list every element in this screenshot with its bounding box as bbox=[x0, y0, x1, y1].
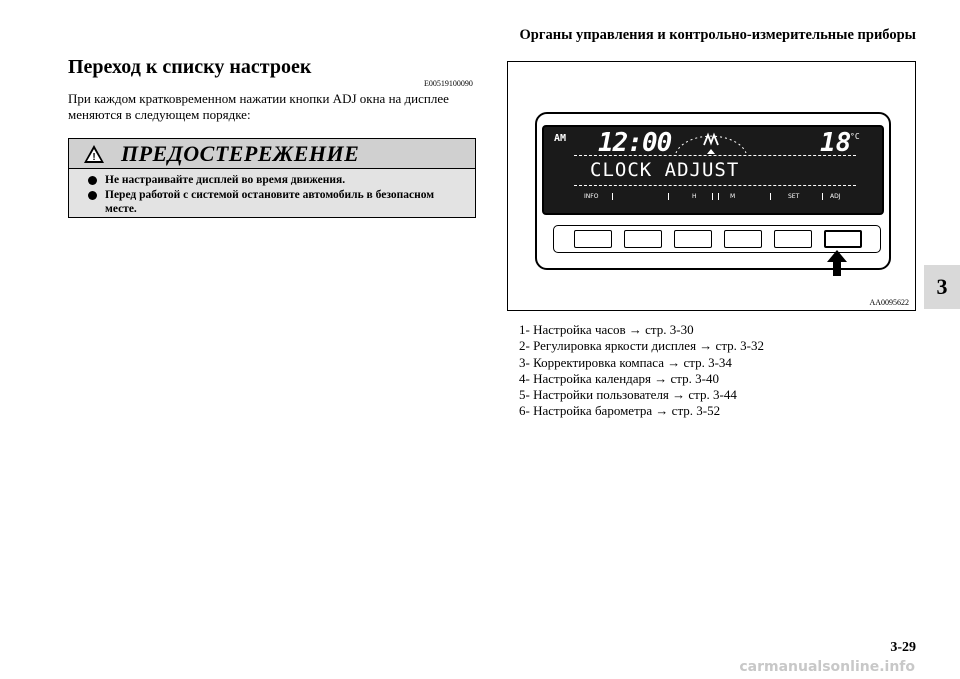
lcd-tick bbox=[718, 193, 719, 200]
lcd-button-labels bbox=[584, 193, 854, 205]
lcd-divider bbox=[574, 155, 856, 156]
lcd-am: AM bbox=[554, 133, 567, 144]
lcd-label-h: H bbox=[692, 193, 697, 200]
warning-list bbox=[87, 173, 467, 217]
figure-code: AA0095622 bbox=[869, 298, 909, 307]
compass-icon bbox=[668, 129, 754, 155]
legend-item: 1- Настройка часов → стр. 3-30 bbox=[519, 322, 694, 337]
warning-item: Перед работой с системой остановите автомобиль в безопасном месте. bbox=[87, 188, 467, 217]
section-title: Переход к списку настроек bbox=[68, 56, 312, 78]
lcd-tick bbox=[770, 193, 771, 200]
legend-list bbox=[519, 322, 764, 420]
legend-item: 4- Настройка календаря → стр. 3-40 bbox=[519, 370, 719, 386]
display-figure bbox=[507, 61, 916, 311]
legend-item: 6- Настройка барометра → стр. 3-52 bbox=[519, 403, 721, 419]
lcd-label-adj: ADJ bbox=[830, 193, 841, 200]
lcd-label-info: INFO bbox=[584, 193, 599, 200]
warning-item: Не настраивайте дисплей во время движения. bbox=[87, 173, 467, 188]
warning-title: ПРЕДОСТЕРЕЖЕНИЕ bbox=[121, 141, 360, 166]
warning-triangle-icon bbox=[83, 144, 105, 164]
lcd-degree-unit: °C bbox=[850, 132, 860, 141]
watermark: carmanualsonline.info bbox=[739, 659, 915, 675]
display-button-5[interactable] bbox=[774, 230, 812, 248]
lcd-main-text: CLOCK ADJUST bbox=[590, 159, 740, 181]
display-button-3[interactable] bbox=[674, 230, 712, 248]
legend-item: 2- Регулировка яркости дисплея → стр. 3-32 bbox=[519, 338, 764, 354]
lcd-tick bbox=[612, 193, 613, 200]
section-body: При каждом кратковременном нажатии кнопки ADJ окна на дисплее меняются в следующем порядке: bbox=[68, 91, 449, 122]
lcd-label-m: M bbox=[730, 193, 736, 200]
display-button-1[interactable] bbox=[574, 230, 612, 248]
warning-triangle-mark: ! bbox=[92, 152, 96, 163]
display-button-4[interactable] bbox=[724, 230, 762, 248]
lcd-tick bbox=[712, 193, 713, 200]
lcd-divider bbox=[574, 185, 856, 186]
lcd-tick bbox=[668, 193, 669, 200]
chapter-tab: 3 bbox=[924, 265, 960, 309]
page-number: 3-29 bbox=[890, 640, 916, 655]
lcd-label-set: SET bbox=[788, 193, 800, 200]
display-button-2[interactable] bbox=[624, 230, 662, 248]
lcd-screen bbox=[542, 125, 884, 215]
up-arrow-icon bbox=[826, 249, 848, 277]
adj-button[interactable] bbox=[824, 230, 862, 248]
page-header-title: Органы управления и контрольно-измерительные приборы bbox=[519, 27, 916, 43]
warning-header bbox=[69, 139, 475, 169]
section-code: E00519100090 bbox=[424, 79, 473, 88]
lcd-time: 12:00 bbox=[598, 128, 672, 158]
lcd-tick bbox=[822, 193, 823, 200]
lcd-temperature: 18 bbox=[820, 128, 852, 158]
legend-item: 5- Настройки пользователя → стр. 3-44 bbox=[519, 387, 737, 403]
legend-item: 3- Корректировка компаса → стр. 3-34 bbox=[519, 354, 732, 370]
warning-box bbox=[68, 138, 476, 218]
